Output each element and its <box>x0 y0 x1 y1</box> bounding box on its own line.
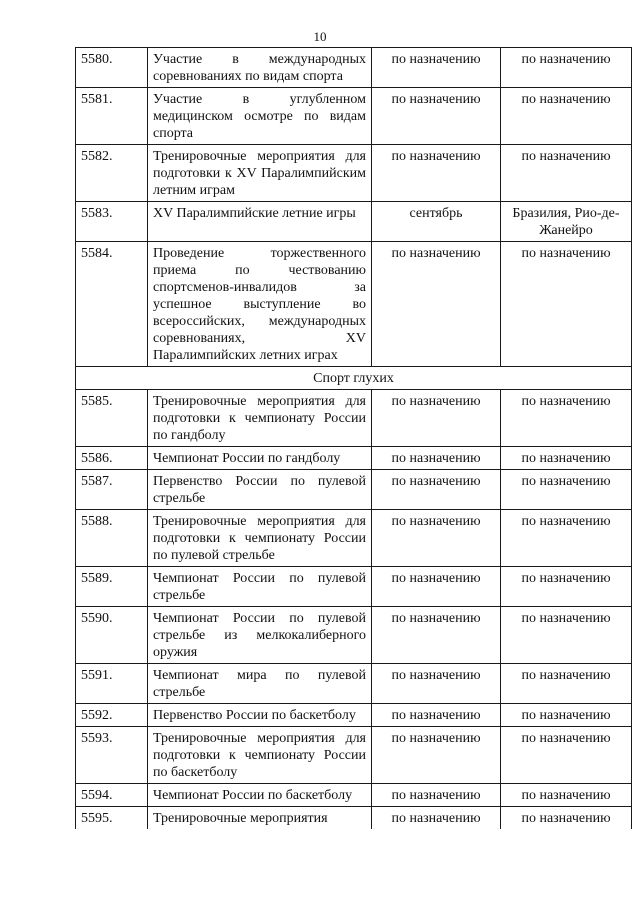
events-table-top <box>76 48 632 830</box>
table-row <box>76 807 632 830</box>
event-name: Чемпионат России по пулевой стрельбе из мелкокалиберного оружия <box>148 607 372 664</box>
event-name: Участие в международных соревнованиях по видам спорта <box>148 48 372 88</box>
event-name: XV Паралимпийские летние игры <box>148 202 372 242</box>
event-place: по назначению <box>501 510 632 567</box>
row-number: 5586. <box>76 447 148 470</box>
event-name: Проведение торжественного приема по чествованию спортсменов-инвалидов за успешное выступление во всероссийских, международных соревнованиях, XV Паралимпийских летних играх <box>148 242 372 367</box>
event-date: по назначению <box>372 664 501 704</box>
event-place: по назначению <box>501 390 632 447</box>
event-place: по назначению <box>501 145 632 202</box>
event-name: Участие в углубленном медицинском осмотре по видам спорта <box>148 88 372 145</box>
row-number: 5592. <box>76 704 148 727</box>
events-table <box>75 47 632 829</box>
event-date: по назначению <box>372 510 501 567</box>
event-date: по назначению <box>372 607 501 664</box>
event-name: Тренировочные мероприятия для подготовки к чемпионату России по гандболу <box>148 390 372 447</box>
event-date: по назначению <box>372 390 501 447</box>
event-name: Первенство России по пулевой стрельбе <box>148 470 372 510</box>
event-place: по назначению <box>501 470 632 510</box>
row-number: 5594. <box>76 784 148 807</box>
event-place: по назначению <box>501 704 632 727</box>
event-place: по назначению <box>501 48 632 88</box>
event-date: по назначению <box>372 447 501 470</box>
event-name: Тренировочные мероприятия для подготовки к чемпионату России по пулевой стрельбе <box>148 510 372 567</box>
page-number: 10 <box>313 29 327 44</box>
row-number: 5580. <box>76 48 148 88</box>
table-row <box>76 145 632 202</box>
table-row <box>76 242 632 367</box>
event-place: по назначению <box>501 242 632 367</box>
row-number: 5588. <box>76 510 148 567</box>
event-place: по назначению <box>501 607 632 664</box>
event-place: по назначению <box>501 727 632 784</box>
table-row <box>76 567 632 607</box>
event-place: по назначению <box>501 807 632 830</box>
event-place: Бразилия, Рио-де-Жанейро <box>501 202 632 242</box>
event-name: Чемпионат России по пулевой стрельбе <box>148 567 372 607</box>
event-place: по назначению <box>501 447 632 470</box>
event-date: по назначению <box>372 784 501 807</box>
table-row <box>76 202 632 242</box>
table-row <box>76 664 632 704</box>
table-row <box>76 48 632 88</box>
event-name: Тренировочные мероприятия для подготовки к XV Паралимпийским летним играм <box>148 145 372 202</box>
row-number: 5583. <box>76 202 148 242</box>
event-place: по назначению <box>501 784 632 807</box>
event-place: по назначению <box>501 567 632 607</box>
event-date: по назначению <box>372 807 501 830</box>
row-number: 5590. <box>76 607 148 664</box>
event-name: Тренировочные мероприятия для подготовки к чемпионату России по баскетболу <box>148 727 372 784</box>
section-row <box>76 367 632 390</box>
event-name: Чемпионат России по баскетболу <box>148 784 372 807</box>
row-number: 5587. <box>76 470 148 510</box>
event-date: по назначению <box>372 727 501 784</box>
row-number: 5581. <box>76 88 148 145</box>
row-number: 5585. <box>76 390 148 447</box>
row-number: 5582. <box>76 145 148 202</box>
section-title: Спорт глухих <box>76 367 632 390</box>
table-row <box>76 88 632 145</box>
row-number: 5584. <box>76 242 148 367</box>
event-date: по назначению <box>372 704 501 727</box>
table-row <box>76 470 632 510</box>
table-row <box>76 704 632 727</box>
table-row <box>76 784 632 807</box>
event-name: Чемпионат России по гандболу <box>148 447 372 470</box>
event-place: по назначению <box>501 88 632 145</box>
row-number: 5591. <box>76 664 148 704</box>
event-name: Первенство России по баскетболу <box>148 704 372 727</box>
table-row <box>76 727 632 784</box>
event-date: по назначению <box>372 145 501 202</box>
event-name: Чемпионат мира по пулевой стрельбе <box>148 664 372 704</box>
event-name: Тренировочные мероприятия <box>148 807 372 830</box>
table-row <box>76 390 632 447</box>
row-number: 5595. <box>76 807 148 830</box>
table-row <box>76 447 632 470</box>
event-date: по назначению <box>372 567 501 607</box>
row-number: 5589. <box>76 567 148 607</box>
event-date: по назначению <box>372 88 501 145</box>
row-number: 5593. <box>76 727 148 784</box>
event-date: сентябрь <box>372 202 501 242</box>
table-row <box>76 607 632 664</box>
event-date: по назначению <box>372 242 501 367</box>
table-row <box>76 510 632 567</box>
event-date: по назначению <box>372 48 501 88</box>
event-place: по назначению <box>501 664 632 704</box>
event-date: по назначению <box>372 470 501 510</box>
